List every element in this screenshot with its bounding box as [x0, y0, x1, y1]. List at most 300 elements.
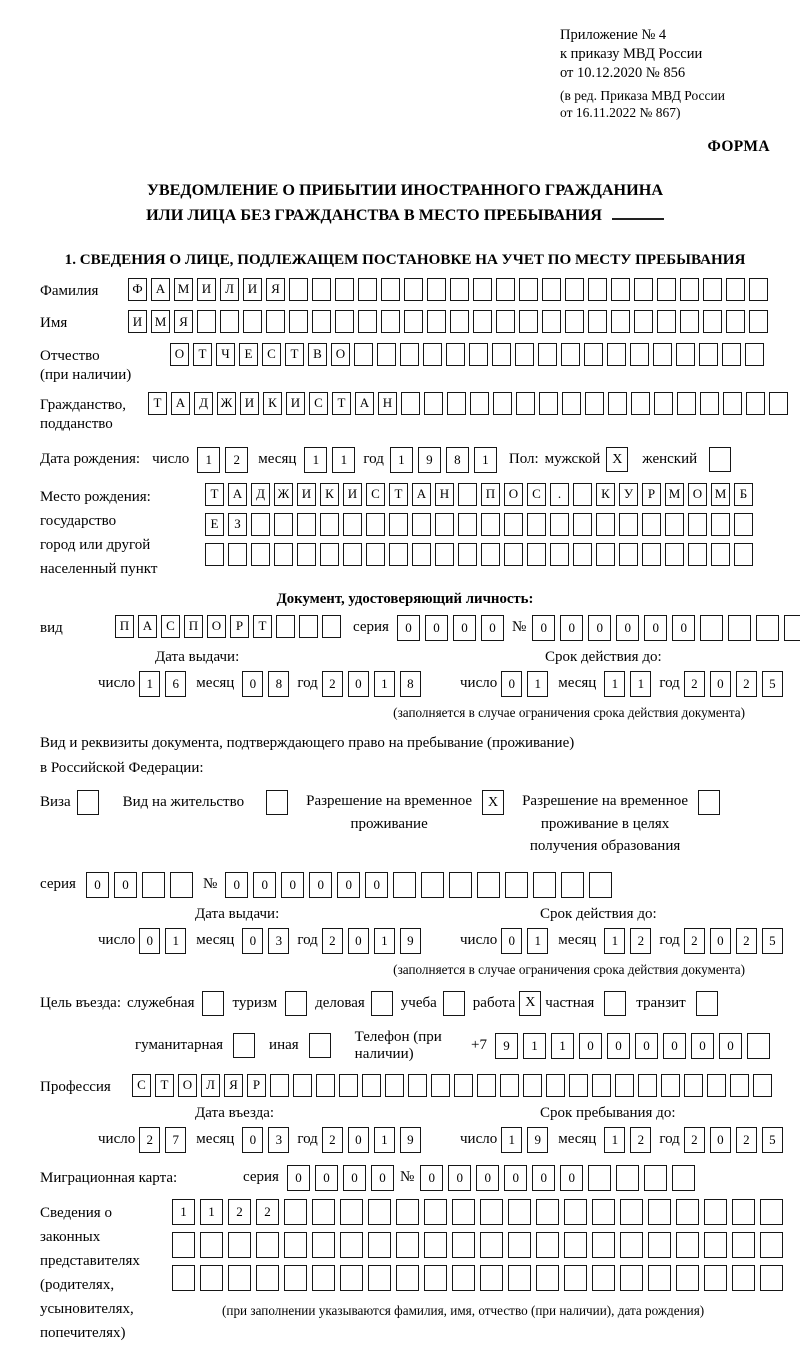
char-cell[interactable]: [745, 343, 764, 366]
char-cell[interactable]: 0: [453, 615, 476, 641]
char-cell[interactable]: [200, 1265, 223, 1291]
char-cell[interactable]: [251, 513, 270, 536]
char-cell[interactable]: [320, 543, 339, 566]
char-cell[interactable]: [340, 1199, 363, 1225]
char-cell[interactable]: [274, 513, 293, 536]
char-cell[interactable]: [312, 1199, 335, 1225]
char-cell[interactable]: 0: [663, 1033, 686, 1059]
char-cell[interactable]: [500, 1074, 519, 1097]
purpose-checkbox[interactable]: [696, 991, 718, 1016]
char-cell[interactable]: [404, 310, 423, 333]
char-cell[interactable]: [734, 513, 753, 536]
char-cell[interactable]: [527, 543, 546, 566]
char-cell[interactable]: [700, 615, 723, 641]
char-cell[interactable]: [536, 1232, 559, 1258]
char-cell[interactable]: [746, 392, 765, 415]
char-cell[interactable]: [297, 513, 316, 536]
char-cell[interactable]: [316, 1074, 335, 1097]
char-cell[interactable]: [680, 278, 699, 301]
char-cell[interactable]: 0: [691, 1033, 714, 1059]
rp-series-boxes[interactable]: [86, 872, 193, 898]
char-cell[interactable]: [458, 543, 477, 566]
char-cell[interactable]: [200, 1232, 223, 1258]
char-cell[interactable]: [421, 872, 444, 898]
char-cell[interactable]: [396, 1232, 419, 1258]
char-cell[interactable]: Л: [220, 278, 239, 301]
passport-valid-day-boxes[interactable]: [501, 671, 548, 697]
char-cell[interactable]: [620, 1199, 643, 1225]
char-cell[interactable]: О: [688, 483, 707, 506]
char-cell[interactable]: 0: [532, 615, 555, 641]
birthplace-row2-boxes[interactable]: [205, 513, 753, 536]
char-cell[interactable]: [536, 1265, 559, 1291]
char-cell[interactable]: [389, 513, 408, 536]
purpose-checkbox[interactable]: [233, 1033, 255, 1058]
char-cell[interactable]: [481, 543, 500, 566]
char-cell[interactable]: И: [297, 483, 316, 506]
char-cell[interactable]: 0: [337, 872, 360, 898]
char-cell[interactable]: [596, 513, 615, 536]
char-cell[interactable]: [619, 513, 638, 536]
char-cell[interactable]: 2: [225, 447, 248, 473]
char-cell[interactable]: [538, 343, 557, 366]
char-cell[interactable]: [297, 543, 316, 566]
char-cell[interactable]: [653, 343, 672, 366]
char-cell[interactable]: [289, 278, 308, 301]
char-cell[interactable]: 9: [495, 1033, 518, 1059]
char-cell[interactable]: [251, 543, 270, 566]
char-cell[interactable]: 8: [446, 447, 469, 473]
char-cell[interactable]: [366, 513, 385, 536]
char-cell[interactable]: [299, 615, 318, 638]
char-cell[interactable]: 1: [165, 928, 186, 954]
char-cell[interactable]: [335, 310, 354, 333]
char-cell[interactable]: И: [286, 392, 305, 415]
char-cell[interactable]: [747, 1033, 770, 1059]
char-cell[interactable]: [569, 1074, 588, 1097]
char-cell[interactable]: [642, 543, 661, 566]
char-cell[interactable]: [289, 310, 308, 333]
char-cell[interactable]: А: [412, 483, 431, 506]
char-cell[interactable]: 0: [397, 615, 420, 641]
char-cell[interactable]: Т: [332, 392, 351, 415]
purpose-option[interactable]: туризм: [232, 991, 307, 1016]
char-cell[interactable]: Н: [435, 483, 454, 506]
char-cell[interactable]: [611, 278, 630, 301]
char-cell[interactable]: 2: [736, 1127, 757, 1153]
char-cell[interactable]: А: [138, 615, 157, 638]
char-cell[interactable]: 1: [604, 671, 625, 697]
char-cell[interactable]: Р: [230, 615, 249, 638]
char-cell[interactable]: [607, 343, 626, 366]
char-cell[interactable]: 0: [616, 615, 639, 641]
char-cell[interactable]: [270, 1074, 289, 1097]
purpose-checkbox[interactable]: [443, 991, 465, 1016]
char-cell[interactable]: [172, 1232, 195, 1258]
mig-series-boxes[interactable]: [287, 1165, 394, 1191]
char-cell[interactable]: [335, 278, 354, 301]
char-cell[interactable]: 9: [527, 1127, 548, 1153]
char-cell[interactable]: [284, 1232, 307, 1258]
char-cell[interactable]: [492, 343, 511, 366]
char-cell[interactable]: [588, 1165, 611, 1191]
char-cell[interactable]: [615, 1074, 634, 1097]
char-cell[interactable]: [505, 872, 528, 898]
char-cell[interactable]: [284, 1265, 307, 1291]
char-cell[interactable]: [496, 278, 515, 301]
name-boxes[interactable]: [128, 310, 768, 333]
char-cell[interactable]: [699, 343, 718, 366]
char-cell[interactable]: [732, 1265, 755, 1291]
char-cell[interactable]: [654, 392, 673, 415]
char-cell[interactable]: [340, 1232, 363, 1258]
char-cell[interactable]: 0: [114, 872, 137, 898]
char-cell[interactable]: [634, 278, 653, 301]
char-cell[interactable]: [756, 615, 779, 641]
char-cell[interactable]: [142, 872, 165, 898]
char-cell[interactable]: В: [308, 343, 327, 366]
char-cell[interactable]: 0: [672, 615, 695, 641]
purpose-option[interactable]: иная: [269, 1033, 331, 1058]
purpose-checkbox[interactable]: [371, 991, 393, 1016]
rp-issue-day-boxes[interactable]: [139, 928, 186, 954]
char-cell[interactable]: 2: [736, 928, 757, 954]
entry-year-boxes[interactable]: [322, 1127, 421, 1153]
char-cell[interactable]: О: [178, 1074, 197, 1097]
birth-year-boxes[interactable]: [390, 447, 497, 473]
char-cell[interactable]: [620, 1265, 643, 1291]
rp-valid-day-boxes[interactable]: [501, 928, 548, 954]
char-cell[interactable]: О: [331, 343, 350, 366]
char-cell[interactable]: 0: [253, 872, 276, 898]
char-cell[interactable]: 0: [710, 928, 731, 954]
stay-month-boxes[interactable]: [604, 1127, 651, 1153]
char-cell[interactable]: [427, 278, 446, 301]
char-cell[interactable]: [564, 1199, 587, 1225]
char-cell[interactable]: М: [174, 278, 193, 301]
char-cell[interactable]: 0: [365, 872, 388, 898]
char-cell[interactable]: [228, 1232, 251, 1258]
char-cell[interactable]: 0: [242, 671, 263, 697]
char-cell[interactable]: 8: [268, 671, 289, 697]
char-cell[interactable]: [396, 1199, 419, 1225]
char-cell[interactable]: [638, 1074, 657, 1097]
char-cell[interactable]: [508, 1199, 531, 1225]
char-cell[interactable]: [616, 1165, 639, 1191]
char-cell[interactable]: 2: [736, 671, 757, 697]
char-cell[interactable]: [592, 1232, 615, 1258]
char-cell[interactable]: [205, 543, 224, 566]
char-cell[interactable]: [684, 1074, 703, 1097]
char-cell[interactable]: С: [366, 483, 385, 506]
char-cell[interactable]: 0: [607, 1033, 630, 1059]
char-cell[interactable]: У: [619, 483, 638, 506]
char-cell[interactable]: [228, 543, 247, 566]
char-cell[interactable]: [452, 1265, 475, 1291]
char-cell[interactable]: [256, 1265, 279, 1291]
char-cell[interactable]: [381, 278, 400, 301]
char-cell[interactable]: 3: [268, 1127, 289, 1153]
char-cell[interactable]: [404, 278, 423, 301]
char-cell[interactable]: [172, 1265, 195, 1291]
char-cell[interactable]: [630, 343, 649, 366]
stay-year-boxes[interactable]: [684, 1127, 783, 1153]
char-cell[interactable]: [592, 1265, 615, 1291]
temp-residence-checkbox[interactable]: X: [482, 790, 504, 815]
char-cell[interactable]: [542, 278, 561, 301]
char-cell[interactable]: [665, 513, 684, 536]
char-cell[interactable]: [480, 1199, 503, 1225]
char-cell[interactable]: [435, 513, 454, 536]
char-cell[interactable]: М: [665, 483, 684, 506]
char-cell[interactable]: Т: [148, 392, 167, 415]
char-cell[interactable]: [243, 310, 262, 333]
char-cell[interactable]: К: [596, 483, 615, 506]
char-cell[interactable]: 2: [322, 1127, 343, 1153]
char-cell[interactable]: 0: [504, 1165, 527, 1191]
passport-number-boxes[interactable]: [532, 615, 800, 641]
char-cell[interactable]: [431, 1074, 450, 1097]
char-cell[interactable]: 0: [476, 1165, 499, 1191]
char-cell[interactable]: [385, 1074, 404, 1097]
char-cell[interactable]: [519, 278, 538, 301]
char-cell[interactable]: 0: [287, 1165, 310, 1191]
char-cell[interactable]: [470, 392, 489, 415]
char-cell[interactable]: [424, 1232, 447, 1258]
char-cell[interactable]: [424, 1265, 447, 1291]
char-cell[interactable]: [672, 1165, 695, 1191]
char-cell[interactable]: [477, 1074, 496, 1097]
char-cell[interactable]: 5: [762, 1127, 783, 1153]
char-cell[interactable]: 9: [418, 447, 441, 473]
char-cell[interactable]: [527, 513, 546, 536]
purpose-option[interactable]: работа X: [473, 991, 542, 1016]
char-cell[interactable]: 2: [322, 671, 343, 697]
purpose-checkbox[interactable]: [309, 1033, 331, 1058]
rp-number-boxes[interactable]: [225, 872, 612, 898]
char-cell[interactable]: [657, 278, 676, 301]
char-cell[interactable]: [589, 872, 612, 898]
char-cell[interactable]: 0: [644, 615, 667, 641]
char-cell[interactable]: [760, 1199, 783, 1225]
char-cell[interactable]: [700, 392, 719, 415]
char-cell[interactable]: [339, 1074, 358, 1097]
char-cell[interactable]: А: [151, 278, 170, 301]
char-cell[interactable]: 0: [315, 1165, 338, 1191]
char-cell[interactable]: 0: [309, 872, 332, 898]
char-cell[interactable]: 0: [710, 671, 731, 697]
char-cell[interactable]: С: [527, 483, 546, 506]
char-cell[interactable]: [688, 513, 707, 536]
char-cell[interactable]: 5: [762, 671, 783, 697]
purpose-checkbox[interactable]: [604, 991, 626, 1016]
char-cell[interactable]: [550, 543, 569, 566]
char-cell[interactable]: [703, 310, 722, 333]
char-cell[interactable]: [728, 615, 751, 641]
char-cell[interactable]: [312, 310, 331, 333]
char-cell[interactable]: С: [132, 1074, 151, 1097]
char-cell[interactable]: Р: [642, 483, 661, 506]
surname-boxes[interactable]: [128, 278, 768, 301]
char-cell[interactable]: [228, 1265, 251, 1291]
char-cell[interactable]: З: [228, 513, 247, 536]
char-cell[interactable]: 1: [374, 928, 395, 954]
char-cell[interactable]: К: [320, 483, 339, 506]
char-cell[interactable]: [516, 392, 535, 415]
char-cell[interactable]: 1: [139, 671, 160, 697]
char-cell[interactable]: [573, 513, 592, 536]
char-cell[interactable]: 1: [474, 447, 497, 473]
char-cell[interactable]: [760, 1232, 783, 1258]
rp-valid-month-boxes[interactable]: [604, 928, 651, 954]
char-cell[interactable]: Л: [201, 1074, 220, 1097]
entry-day-boxes[interactable]: [139, 1127, 186, 1153]
residence-card-checkbox[interactable]: [266, 790, 288, 815]
char-cell[interactable]: [320, 513, 339, 536]
char-cell[interactable]: 1: [523, 1033, 546, 1059]
char-cell[interactable]: [508, 1265, 531, 1291]
char-cell[interactable]: И: [197, 278, 216, 301]
char-cell[interactable]: [564, 1232, 587, 1258]
char-cell[interactable]: И: [343, 483, 362, 506]
char-cell[interactable]: [312, 278, 331, 301]
char-cell[interactable]: [358, 310, 377, 333]
birth-day-boxes[interactable]: [197, 447, 248, 473]
purpose-option[interactable]: служебная: [127, 991, 225, 1016]
char-cell[interactable]: [573, 543, 592, 566]
purpose-checkbox[interactable]: [202, 991, 224, 1016]
char-cell[interactable]: [293, 1074, 312, 1097]
char-cell[interactable]: 1: [172, 1199, 195, 1225]
char-cell[interactable]: 0: [501, 928, 522, 954]
mig-number-boxes[interactable]: [420, 1165, 695, 1191]
char-cell[interactable]: Т: [205, 483, 224, 506]
char-cell[interactable]: [393, 872, 416, 898]
char-cell[interactable]: 0: [371, 1165, 394, 1191]
char-cell[interactable]: [704, 1265, 727, 1291]
char-cell[interactable]: 0: [588, 615, 611, 641]
char-cell[interactable]: 0: [225, 872, 248, 898]
char-cell[interactable]: .: [550, 483, 569, 506]
purpose-option[interactable]: гуманитарная: [135, 1033, 255, 1058]
char-cell[interactable]: [732, 1232, 755, 1258]
char-cell[interactable]: О: [504, 483, 523, 506]
char-cell[interactable]: [493, 392, 512, 415]
char-cell[interactable]: 0: [242, 1127, 263, 1153]
char-cell[interactable]: 2: [322, 928, 343, 954]
char-cell[interactable]: 1: [197, 447, 220, 473]
char-cell[interactable]: И: [240, 392, 259, 415]
char-cell[interactable]: Я: [224, 1074, 243, 1097]
char-cell[interactable]: [753, 1074, 772, 1097]
char-cell[interactable]: 1: [390, 447, 413, 473]
char-cell[interactable]: [504, 543, 523, 566]
char-cell[interactable]: [362, 1074, 381, 1097]
char-cell[interactable]: [377, 343, 396, 366]
char-cell[interactable]: Ж: [274, 483, 293, 506]
char-cell[interactable]: 0: [579, 1033, 602, 1059]
char-cell[interactable]: [368, 1265, 391, 1291]
char-cell[interactable]: 0: [348, 928, 369, 954]
char-cell[interactable]: [424, 392, 443, 415]
patronymic-boxes[interactable]: [170, 343, 764, 366]
char-cell[interactable]: [546, 1074, 565, 1097]
reps-row3-boxes[interactable]: [172, 1265, 783, 1291]
visa-option[interactable]: Виза: [40, 790, 99, 815]
visa-checkbox[interactable]: [77, 790, 99, 815]
char-cell[interactable]: [573, 483, 592, 506]
passport-issue-year-boxes[interactable]: [322, 671, 421, 697]
char-cell[interactable]: [734, 543, 753, 566]
char-cell[interactable]: [648, 1199, 671, 1225]
char-cell[interactable]: 1: [527, 671, 548, 697]
char-cell[interactable]: П: [481, 483, 500, 506]
char-cell[interactable]: [661, 1074, 680, 1097]
char-cell[interactable]: 1: [304, 447, 327, 473]
char-cell[interactable]: И: [243, 278, 262, 301]
char-cell[interactable]: 9: [400, 1127, 421, 1153]
char-cell[interactable]: [381, 310, 400, 333]
char-cell[interactable]: [561, 343, 580, 366]
char-cell[interactable]: 1: [501, 1127, 522, 1153]
char-cell[interactable]: [400, 343, 419, 366]
char-cell[interactable]: Т: [253, 615, 272, 638]
char-cell[interactable]: Я: [266, 278, 285, 301]
char-cell[interactable]: 0: [481, 615, 504, 641]
temp-residence-option[interactable]: Разрешение на временное проживание X: [306, 790, 504, 835]
char-cell[interactable]: С: [309, 392, 328, 415]
birthplace-row1-boxes[interactable]: [205, 483, 753, 506]
char-cell[interactable]: [481, 513, 500, 536]
char-cell[interactable]: Ф: [128, 278, 147, 301]
residence-card-option[interactable]: Вид на жительство: [123, 790, 288, 815]
char-cell[interactable]: [389, 543, 408, 566]
char-cell[interactable]: М: [711, 483, 730, 506]
char-cell[interactable]: П: [184, 615, 203, 638]
char-cell[interactable]: 2: [228, 1199, 251, 1225]
char-cell[interactable]: 1: [604, 1127, 625, 1153]
char-cell[interactable]: [542, 310, 561, 333]
entry-month-boxes[interactable]: [242, 1127, 289, 1153]
char-cell[interactable]: [284, 1199, 307, 1225]
char-cell[interactable]: 5: [762, 928, 783, 954]
char-cell[interactable]: [677, 392, 696, 415]
reps-row2-boxes[interactable]: [172, 1232, 783, 1258]
char-cell[interactable]: [562, 392, 581, 415]
char-cell[interactable]: [452, 1232, 475, 1258]
char-cell[interactable]: [519, 310, 538, 333]
char-cell[interactable]: [592, 1074, 611, 1097]
passport-issue-day-boxes[interactable]: [139, 671, 186, 697]
char-cell[interactable]: [749, 310, 768, 333]
char-cell[interactable]: [480, 1265, 503, 1291]
char-cell[interactable]: [726, 278, 745, 301]
char-cell[interactable]: [368, 1199, 391, 1225]
char-cell[interactable]: 2: [256, 1199, 279, 1225]
char-cell[interactable]: 0: [719, 1033, 742, 1059]
char-cell[interactable]: [707, 1074, 726, 1097]
char-cell[interactable]: 0: [532, 1165, 555, 1191]
char-cell[interactable]: [608, 392, 627, 415]
char-cell[interactable]: А: [171, 392, 190, 415]
char-cell[interactable]: [539, 392, 558, 415]
profession-boxes[interactable]: [132, 1074, 772, 1097]
char-cell[interactable]: [657, 310, 676, 333]
char-cell[interactable]: 0: [86, 872, 109, 898]
char-cell[interactable]: [665, 543, 684, 566]
char-cell[interactable]: А: [228, 483, 247, 506]
char-cell[interactable]: Е: [205, 513, 224, 536]
